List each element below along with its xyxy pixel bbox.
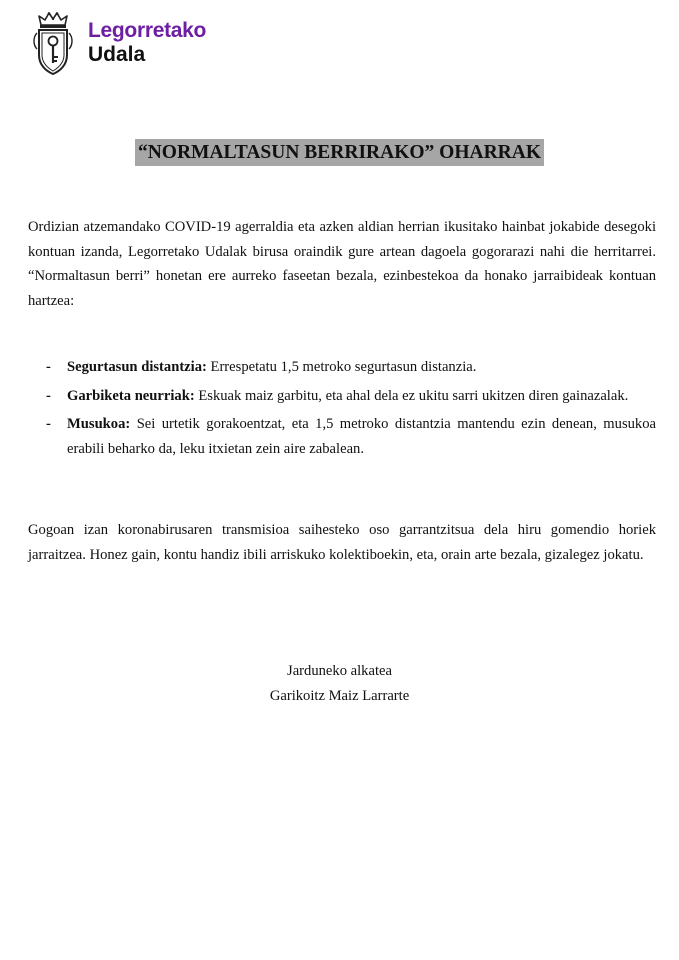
closing-paragraph: Gogoan izan koronabirusaren transmisioa saihesteko oso garrantzitsua dela hiru gomendio horiek jarraitzea. Honez gain, kontu handiz ibili arriskuko kolektiboekin, eta, orain arte bezala, gizalegez jokatu. [28,522,656,563]
list-bullet: - [46,359,51,375]
list-item [28,355,656,380]
guidelines-list [28,355,656,465]
signature-block [0,659,679,709]
document-title: “NORMALTASUN BERRIRAKO” OHARRAK [135,139,544,166]
list-item-text: Sei urtetik gorakoentzat, eta 1,5 metroko distantzia mantendu ezin denean, musukoa erabili beharko da, leku itxietan zein aire zabalean. [67,416,656,457]
list-item-label: Segurtasun distantzia: [67,359,207,375]
brand-name: Legorretako [88,19,207,42]
coat-of-arms-icon [31,11,75,77]
list-item [28,384,656,409]
brand-block [88,19,206,67]
list-item-text: Eskuak maiz garbitu, eta ahal dela ez ukitu sarri ukitzen diren gainazalak. [194,387,629,404]
list-bullet: - [46,416,51,432]
intro-paragraph: Ordizian atzemandako COVID-19 agerraldia eta azken aldian herrian ikusitako hainbat jokabide desegoki kontuan izanda, Legorretako Udalak birusa oraindik gure artean dagoela gogorarazi nahi die herritarrei. “Normaltasun berri” honetan ere aurreko faseetan bezala, ezinbestekoa da honako jarraibideak kontuan hartzea: [28,219,656,309]
brand-subtitle: Udala [88,43,146,66]
signature-role: Jarduneko alkatea [287,663,392,679]
list-item-label: Garbiketa neurriak: [67,387,195,404]
list-item-text: Errespetatu 1,5 metroko segurtasun distanzia. [206,359,477,375]
title-container [0,139,679,166]
list-item-label: Musukoa: [67,416,131,432]
list-bullet: - [46,387,51,404]
list-item [28,412,656,461]
signature-name: Garikoitz Maiz Larrarte [269,688,410,704]
